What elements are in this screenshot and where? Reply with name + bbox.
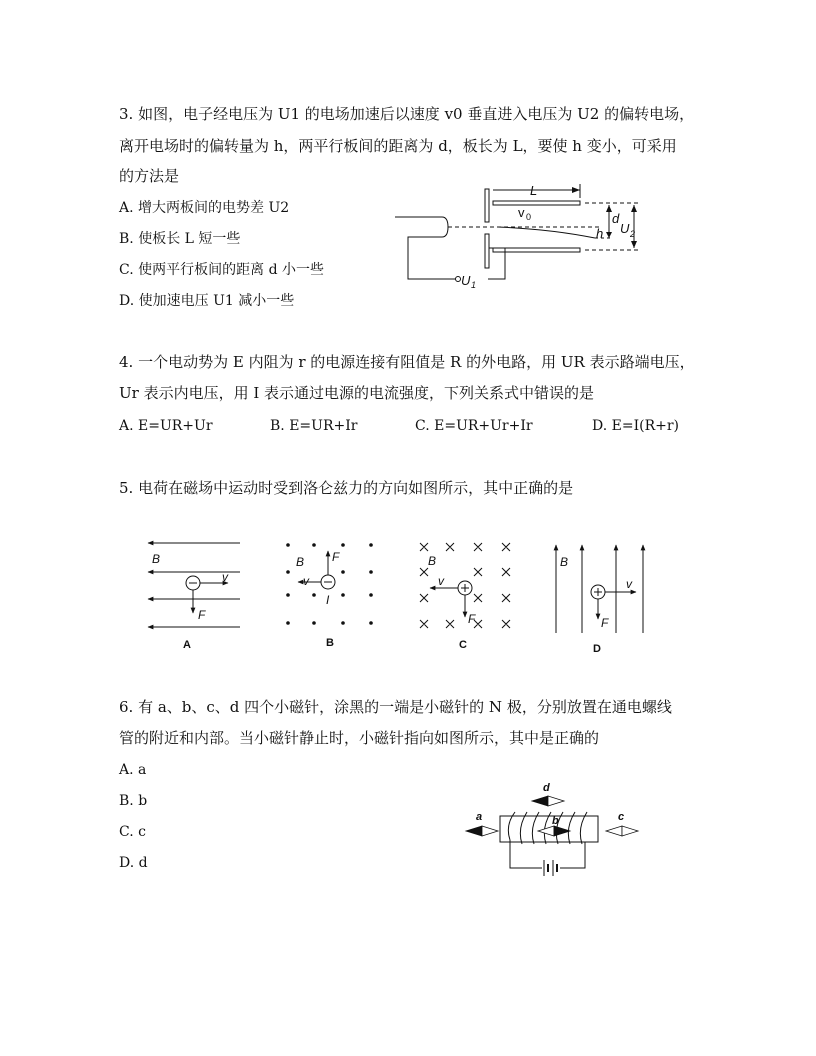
q3-option-b: B. 使板长 L 短一些 — [119, 231, 241, 247]
q5-a-caption: A — [183, 639, 191, 651]
q6-stem-line-2: 管的附近和内部。当小磁针静止时，小磁针指向如图所示，其中是正确的 — [119, 729, 600, 747]
q3-option-d: D. 使加速电压 U1 减小一些 — [119, 293, 295, 309]
q5-a-label-F: F — [198, 608, 206, 622]
q5-c-caption: C — [459, 639, 467, 651]
q3-option-c: C. 使两平行板间的距离 d 小一些 — [119, 262, 324, 278]
q6-option-a: A. a — [119, 762, 147, 778]
q6-option-d: D. d — [119, 855, 148, 871]
q6-needle-b — [538, 826, 570, 836]
q4-stem-line-2: Ur 表示内电压，用 I 表示通过电源的电流强度，下列关系式中错误的是 — [119, 384, 595, 402]
q3-label-h: h — [596, 226, 604, 241]
q6-label-b: b — [552, 815, 559, 827]
q6-needle-c — [606, 826, 638, 836]
q5-d-label-B: B — [560, 555, 569, 569]
q6-solenoid-figure — [460, 780, 645, 880]
q5-a-label-B: B — [152, 552, 161, 566]
q5-b-label-B: B — [296, 555, 305, 569]
q3-label-U2: U — [620, 221, 630, 236]
q5-b-label-I: I — [326, 593, 330, 607]
q3-label-v0-sub: 0 — [526, 212, 532, 222]
q6-label-c: c — [618, 811, 625, 823]
q6-option-c: C. c — [119, 824, 146, 840]
q4-stem-line-1: 4. 一个电动势为 E 内阻为 r 的电源连接有阻值是 R 的外电路，用 UR 表示路端电压， — [119, 353, 695, 371]
q5-d-caption: D — [593, 643, 601, 655]
q6-label-d: d — [543, 782, 550, 794]
q3-stem-line-2: 离开电场时的偏转量为 h，两平行板间的距离为 d，板长为 L，要使 h 变小，可采用 — [119, 137, 677, 155]
q3-label-v0: v — [518, 205, 525, 220]
q6-option-b: B. b — [119, 793, 148, 809]
q5-stem-line-1: 5. 电荷在磁场中运动时受到洛仑兹力的方向如图所示，其中正确的是 — [119, 479, 574, 497]
q6-needle-d — [532, 796, 564, 806]
q5-a-label-v: v — [222, 570, 228, 584]
q3-label-U2-sub: 2 — [630, 229, 636, 239]
q4-option-b: B. E=UR+Ir — [270, 418, 358, 434]
q5-c-label-F: F — [468, 612, 476, 626]
q3-deflection-figure — [390, 180, 660, 290]
q4-option-c: C. E=UR+Ur+Ir — [415, 418, 533, 434]
q5-b-label-F: F — [332, 550, 340, 564]
q4-option-a: A. E=UR+Ur — [119, 418, 213, 434]
q5-lorentz-figures — [140, 535, 660, 660]
q5-c-label-v: v — [438, 574, 444, 588]
q6-needle-a — [466, 826, 498, 836]
q6-label-a: a — [476, 811, 483, 823]
q5-b-caption: B — [326, 637, 334, 649]
q5-d-label-v: v — [626, 577, 632, 591]
q3-label-U1-sub: 1 — [471, 280, 477, 290]
q3-stem-line-1: 3. 如图，电子经电压为 U1 的电场加速后以速度 v0 垂直进入电压为 U2 的偏转电场， — [119, 105, 695, 123]
q3-stem-line-3: 的方法是 — [119, 167, 180, 185]
q5-d-label-F: F — [601, 616, 609, 630]
q4-option-d: D. E=I(R+r) — [592, 418, 679, 434]
q5-figure-a — [148, 543, 240, 627]
q5-c-label-B: B — [428, 554, 437, 568]
q3-option-a: A. 增大两板间的电势差 U2 — [119, 200, 290, 216]
q6-stem-line-1: 6. 有 a、b、c、d 四个小磁针，涂黑的一端是小磁针的 N 极，分别放置在通电螺线 — [119, 698, 672, 716]
q3-label-U1: U — [461, 273, 471, 288]
q5-b-label-v: v — [303, 574, 309, 588]
q3-label-L: L — [530, 183, 538, 198]
q3-label-d: d — [612, 211, 620, 226]
